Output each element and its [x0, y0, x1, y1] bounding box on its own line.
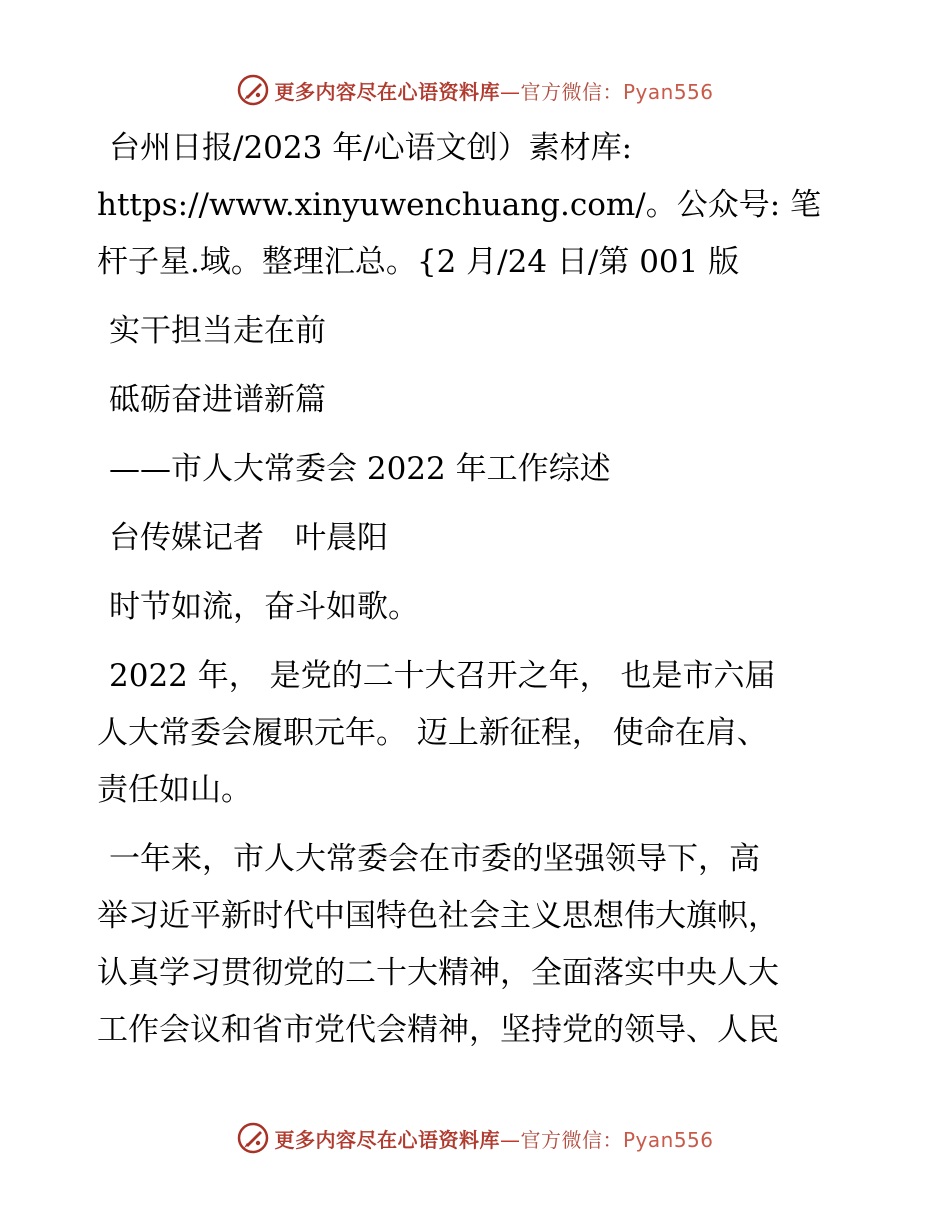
banner-brand: 更多内容尽在心语资料库	[274, 1127, 500, 1152]
paragraph-2-line-1: 2022 年， 是党的二十大召开之年， 也是市六届	[109, 658, 776, 694]
intro-line-1: 台州日报/2023 年/心语文创）素材库:	[109, 130, 633, 166]
banner-dash: —	[499, 79, 521, 104]
header-banner	[0, 68, 950, 112]
paragraph-1: 时节如流，奋斗如歌。	[109, 589, 419, 625]
title-line-1: 实干担当走在前	[109, 313, 326, 349]
intro-line-2: https://www.xinyuwenchuang.com/。公众号: 笔	[97, 187, 822, 223]
byline: 台传媒记者 叶晨阳	[109, 520, 388, 556]
banner-wechat-label: 官方微信：	[520, 79, 623, 104]
quill-logo-icon	[236, 73, 270, 107]
banner-text	[274, 76, 713, 105]
paragraph-3-line-2: 举习近平新时代中国特色社会主义思想伟大旗帜，	[97, 898, 779, 934]
banner-dash: —	[499, 1127, 521, 1152]
banner-text	[274, 1124, 713, 1153]
banner-wechat-label: 官方微信：	[520, 1127, 623, 1152]
footer-banner	[0, 1116, 950, 1160]
paragraph-2-line-3: 责任如山。	[97, 772, 252, 808]
paragraph-2-line-2: 人大常委会履职元年。 迈上新征程， 使命在肩、	[97, 715, 768, 751]
paragraph-3-line-1: 一年来，市人大常委会在市委的坚强领导下，高	[109, 841, 760, 877]
banner-brand: 更多内容尽在心语资料库	[274, 79, 500, 104]
paragraph-3-line-4: 工作会议和省市党代会精神，坚持党的领导、人民	[97, 1012, 779, 1048]
intro-line-3: 杆子星.域。整理汇总。{2 月/24 日/第 001 版	[97, 244, 740, 280]
banner-wechat-id: Pyan556	[622, 79, 714, 104]
quill-logo-icon	[236, 1121, 270, 1155]
title-line-2: 砥砺奋进谱新篇	[109, 382, 326, 418]
paragraph-3-line-3: 认真学习贯彻党的二十大精神，全面落实中央人大	[97, 955, 779, 991]
subtitle: ——市人大常委会 2022 年工作综述	[109, 451, 611, 487]
banner-wechat-id: Pyan556	[622, 1127, 714, 1152]
document-body	[97, 120, 857, 1059]
